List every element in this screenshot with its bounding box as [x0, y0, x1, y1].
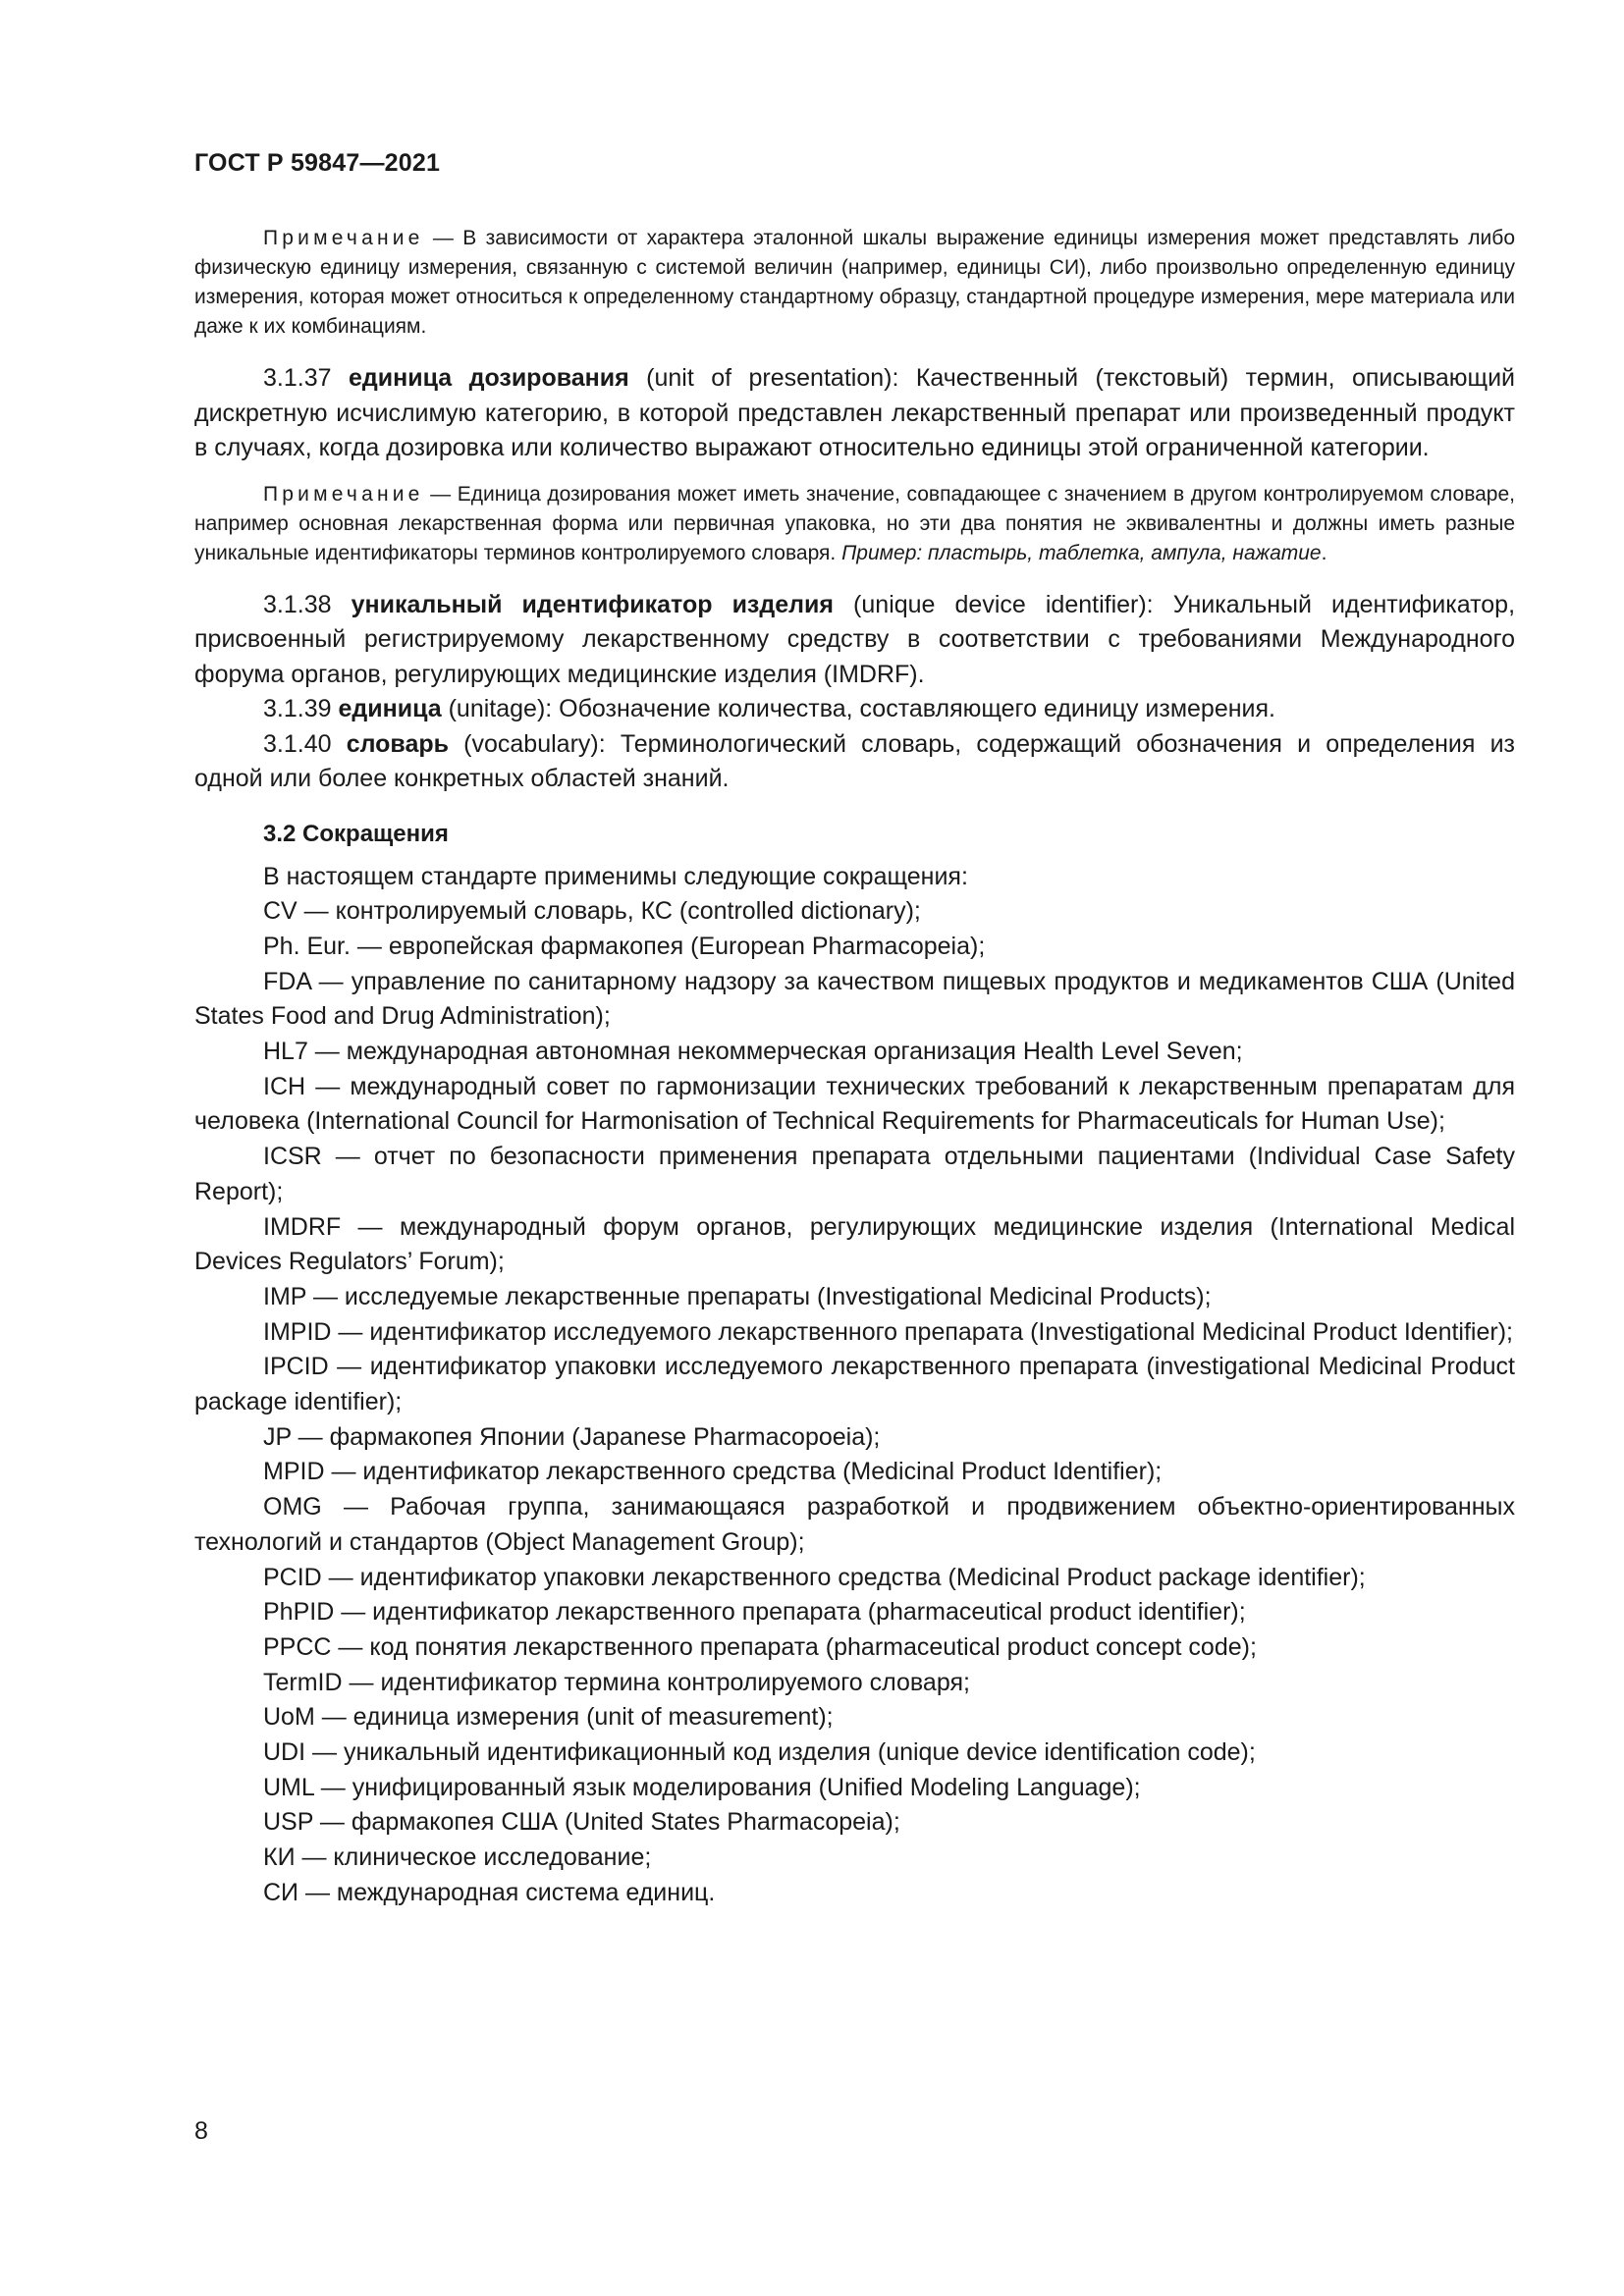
note-text: — В зависимости от характера эталонной шкалы выражение единицы измерения может представлять либо физическую единицу измерения, связанную с системой величин (например, единицы СИ), либо произвольно определенную единицу измерения, которая может относиться к определенному стандартному образцу, стандартной процедуре измерения, мере материала или даже к их комбинациям.: [194, 227, 1515, 338]
note-end: .: [1321, 541, 1327, 564]
definition-text: (unique device identifier): Уникальный идентификатор, присвоенный регистрируемому лекарственному средству в соответствии с требованиями Международного форума органов, регулирующих медицинские изделия (IMDRF).: [194, 590, 1516, 688]
definition-number: 3.1.38: [263, 590, 352, 618]
section-intro: В настоящем стандарте применимы следующие сокращения:: [263, 862, 968, 890]
abbreviation-item: PPCC — код понятия лекарственного препарата (pharmaceutical product concept code);: [263, 1632, 1257, 1661]
abbreviation-item: UML — унифицированный язык моделирования (Unified Modeling Language);: [263, 1773, 1141, 1801]
abbreviation-item: UoM — единица измерения (unit of measurement);: [263, 1703, 834, 1732]
abbreviation-item: FDA — управление по санитарному надзору за качеством пищевых продуктов и медикаментов США (United States Food and Drug Administration);: [194, 967, 1515, 1031]
abbreviation-item: IMDRF — международный форум органов, регулирующих медицинские изделия (International Medical Devices Regulators’ Forum);: [194, 1212, 1515, 1276]
note-paragraph: [194, 480, 1515, 568]
abbreviation-item: IMPID — идентификатор исследуемого лекарственного препарата (Investigational Medicinal Product Identifier);: [263, 1317, 1513, 1346]
definition-term: единица дозирования: [348, 364, 629, 392]
abbreviation-item: OMG — Рабочая группа, занимающаяся разработкой и продвижением объектно-ориентированных технологий и стандартов (Object Management Group);: [194, 1493, 1515, 1556]
note-label: Примечание: [263, 227, 424, 249]
definition-3-1-38: [194, 588, 1515, 693]
definition-term: словарь: [346, 729, 449, 758]
abbreviation-item: MPID — идентификатор лекарственного средства (Medicinal Product Identifier);: [263, 1458, 1163, 1486]
abbreviation-item: USP — фармакопея США (United States Pharmacopeia);: [263, 1808, 900, 1837]
abbreviation-item: JP — фармакопея Японии (Japanese Pharmacopoeia);: [263, 1422, 881, 1451]
definition-3-1-39: [194, 692, 1515, 727]
abbreviation-item: ICSR — отчет по безопасности применения препарата отдельными пациентами (Individual Case Safety Report);: [194, 1143, 1515, 1205]
abbreviation-item: UDI — уникальный идентификационный код изделия (unique device identification code);: [263, 1738, 1256, 1767]
note-example: Пример: пластырь, таблетка, ампула, нажатие: [841, 541, 1322, 564]
note-text: — Единица дозирования может иметь значение, совпадающее с значением в другом контролируемом словаре, например основная лекарственная форма или первичная упаковка, но эти два понятия не эквивалентны и должны иметь разные уникальные идентификаторы терминов контролируемого словаря.: [194, 482, 1515, 564]
page-number: 8: [194, 2117, 208, 2145]
definition-number: 3.1.40: [263, 729, 347, 758]
abbreviation-item: IPCID — идентификатор упаковки исследуемого лекарственного препарата (investigational Medicinal Product package identifier);: [194, 1353, 1515, 1416]
note-paragraph: [194, 224, 1515, 342]
definition-text: (vocabulary): Терминологический словарь, содержащий обозначения и определения из одной или более конкретных областей знаний.: [194, 729, 1515, 792]
definition-number: 3.1.39: [263, 695, 339, 722]
abbreviation-item: Ph. Eur. — европейская фармакопея (European Pharmacopeia);: [263, 932, 986, 960]
definition-text: (unitage): Обозначение количества, составляющего единицу измерения.: [441, 695, 1275, 722]
note-label: Примечание: [263, 482, 424, 506]
section-heading: 3.2 Сокращения: [263, 820, 449, 847]
abbreviation-item: HL7 — международная автономная некоммерческая организация Health Level Seven;: [263, 1038, 1243, 1066]
abbreviation-item: PhPID — идентификатор лекарственного препарата (pharmaceutical product identifier);: [263, 1598, 1246, 1627]
abbreviation-item: TermID — идентификатор термина контролируемого словаря;: [263, 1668, 970, 1696]
document-body: [194, 224, 1515, 1911]
definition-term: уникальный идентификатор изделия: [351, 590, 834, 618]
abbreviation-item: КИ — клиническое исследование;: [263, 1843, 652, 1872]
definition-number: 3.1.37: [263, 364, 349, 392]
abbreviation-item: ICH — международный совет по гармонизации технических требований к лекарственным препаратам для человека (International Council for Harmonisation of Technical Requirements for Pharmaceuticals for Human Use);: [194, 1072, 1515, 1136]
definition-3-1-40: [194, 727, 1515, 797]
abbreviation-list: [194, 860, 1515, 1911]
page-header: ГОСТ Р 59847—2021: [194, 149, 441, 177]
abbreviation-item: CV — контролируемый словарь, КС (controlled dictionary);: [263, 897, 921, 926]
abbreviation-item: СИ — международная система единиц.: [263, 1878, 716, 1906]
definition-text: (unit of presentation): Качественный (текстовый) термин, описывающий дискретную исчислимую категорию, в которой представлен лекарственный препарат или произведенный продукт в случаях, когда дозировка или количество выражают относительно единицы этой ограниченной категории.: [194, 364, 1516, 461]
abbreviation-item: IMP — исследуемые лекарственные препараты (Investigational Medicinal Products);: [263, 1282, 1212, 1310]
definition-3-1-37: [194, 361, 1515, 466]
definition-term: единица: [338, 695, 442, 722]
abbreviation-item: PCID — идентификатор упаковки лекарственного средства (Medicinal Product package identifier);: [263, 1563, 1366, 1591]
